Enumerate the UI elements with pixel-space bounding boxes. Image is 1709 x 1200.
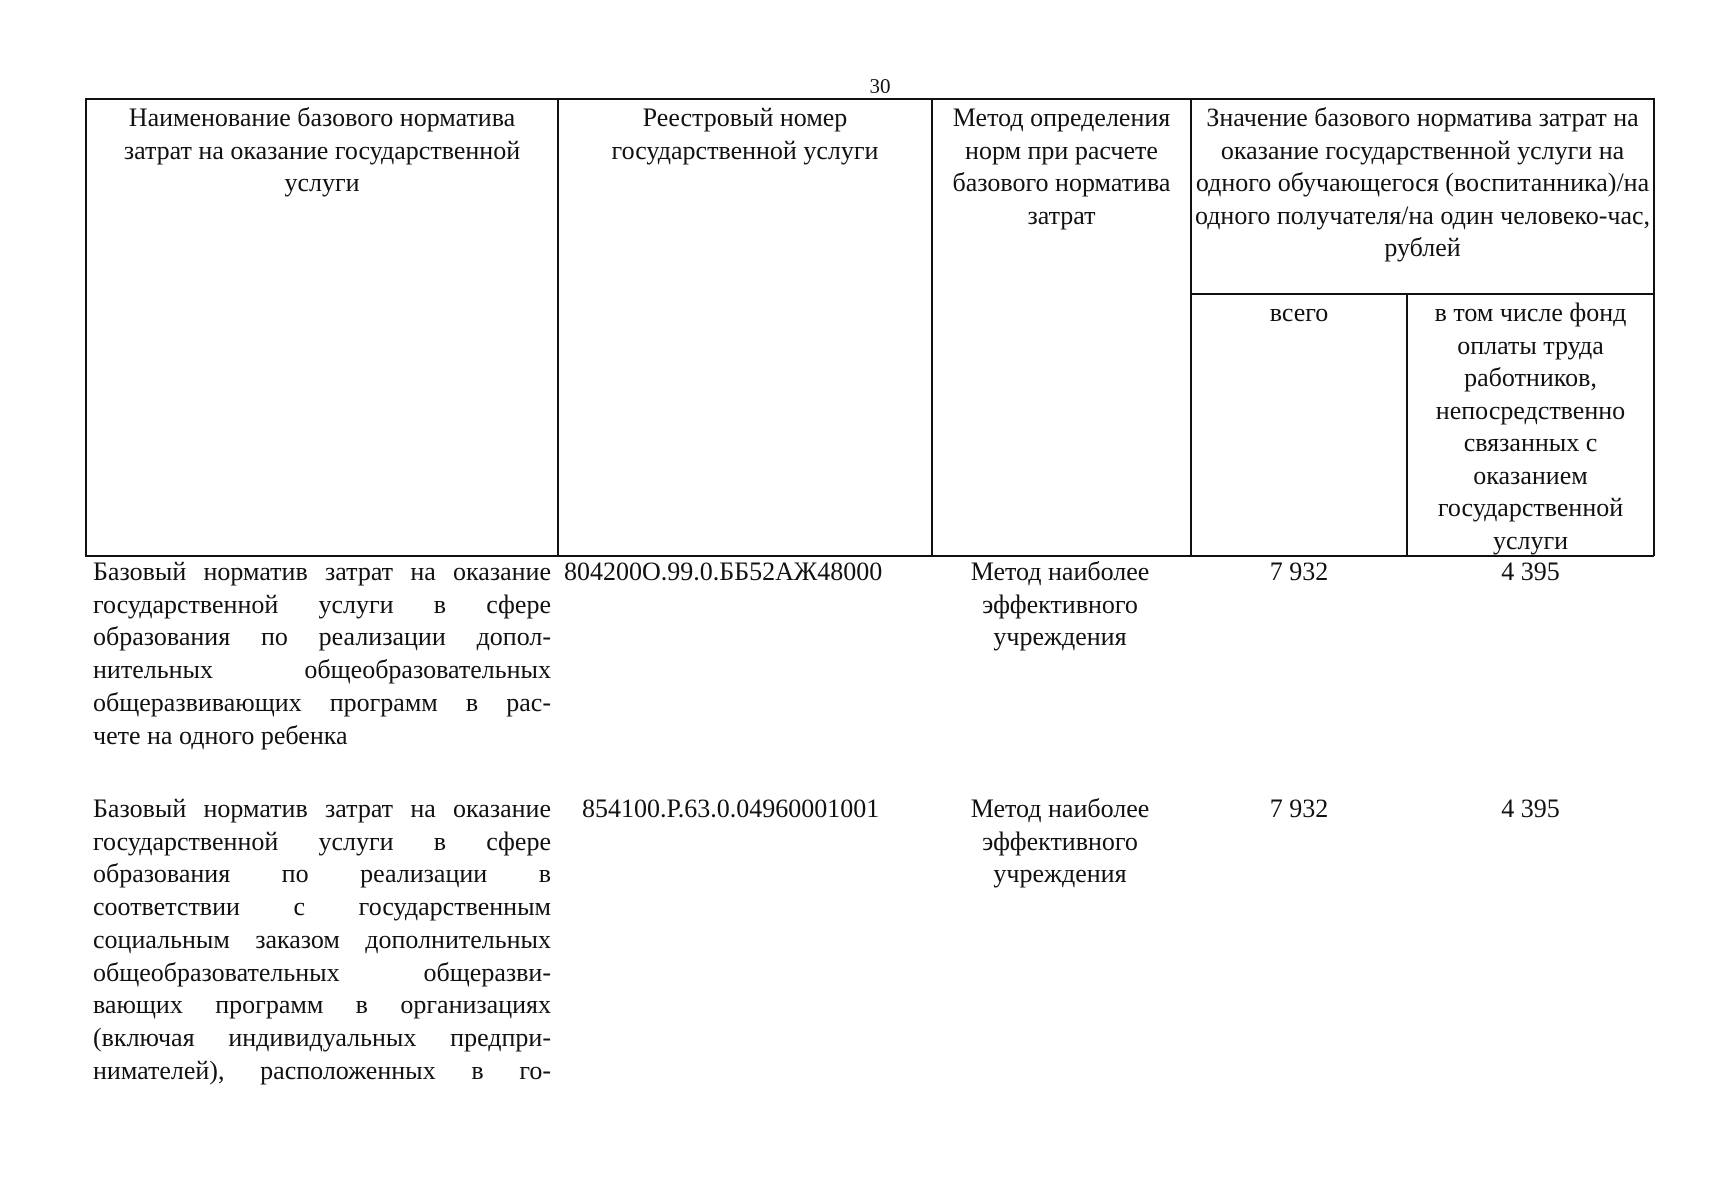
row-2-name-line: вающих программ в организациях — [93, 990, 551, 1020]
row-2-name — [93, 793, 551, 1087]
row-2-payroll: 4 395 — [1501, 794, 1560, 823]
row-1-name-line: общеразвивающих программ в рас- — [93, 687, 551, 717]
header-method: Метод определения норм при расчете базового норматива затрат — [952, 103, 1171, 230]
row-2-total: 7 932 — [1269, 794, 1329, 823]
row-2-name-line: нимателей), расположенных в го- — [93, 1055, 551, 1085]
row-2-name-line: государственной услуги в сфере — [93, 826, 551, 856]
row-1-method: Метод наиболее эффективного учреждения — [970, 557, 1150, 652]
header-total: всего — [1269, 298, 1329, 327]
header-value: Значение базового норматива затрат на оказание государственной услуги на одного обучающегося (воспитанника)/на одного получателя/на один человеко-час, рублей — [1194, 103, 1651, 262]
row-1-name-line: Базовый норматив затрат на оказание — [93, 557, 551, 586]
header-name: Наименование базового норматива затрат на оказание государственной услуги — [123, 103, 521, 197]
row-2-method: Метод наиболее эффективного учреждения — [970, 794, 1150, 889]
row-1-name — [93, 556, 551, 752]
header-registry: Реестровый номер государственной услуги — [611, 103, 879, 165]
row-1-payroll: 4 395 — [1501, 557, 1560, 586]
header-payroll: в том числе фонд оплаты труда работников, непосредственно связанных с оказанием государственной услуги — [1434, 298, 1627, 555]
row-1-registry: 804200О.99.0.ББ52АЖ48000 — [564, 557, 883, 586]
row-2-name-line: (включая индивидуальных предпри- — [93, 1022, 551, 1052]
row-2-name-line: Базовый норматив затрат на оказание — [93, 794, 551, 823]
header-right-border — [1653, 98, 1655, 556]
row-1-name-line: образования по реализации допол- — [93, 622, 551, 652]
row-1-name-line: государственной услуги в сфере — [93, 589, 551, 619]
row-1-total: 7 932 — [1269, 557, 1329, 586]
row-2-registry: 854100.Р.63.0.04960001001 — [582, 794, 880, 823]
row-2-name-line: общеобразовательных общеразви- — [93, 957, 551, 987]
row-2-name-line: социальным заказом дополнительных — [93, 924, 551, 954]
page-number: 30 — [869, 74, 891, 98]
row-2-name-line: соответствии с государственным — [93, 892, 551, 922]
row-1-name-line: чете на одного ребенка — [93, 720, 348, 750]
row-2-name-line: образования по реализации в — [93, 859, 551, 889]
row-1-name-line: нительных общеобразовательных — [93, 655, 551, 685]
